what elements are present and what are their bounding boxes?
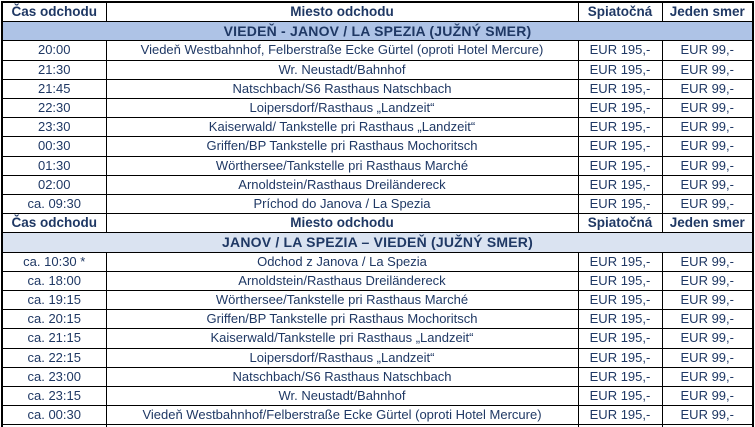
cell-oneway-price: EUR 99,- (662, 99, 753, 118)
cell-oneway-price: EUR 99,- (662, 118, 753, 137)
timetable-row (2, 79, 753, 98)
cell-oneway-price: EUR 99,- (662, 406, 753, 425)
cell-departure-time: 00:30 (2, 137, 106, 156)
cell-departure-time: ca. 20:15 (2, 310, 106, 329)
timetable-row (2, 329, 753, 348)
timetable-row (2, 271, 753, 290)
cell-departure-place: Wr. Neustadt/Bahnhof (106, 387, 578, 406)
timetable-row (2, 137, 753, 156)
cell-return-price: EUR 195,- (578, 175, 662, 194)
cell-departure-time: ca. 18:00 (2, 271, 106, 290)
timetable-row (2, 41, 753, 60)
cell-return-price: EUR 195,- (578, 79, 662, 98)
cell-departure-place: Griffen/BP Tankstelle pri Rasthaus Mochoritsch (106, 137, 578, 156)
cell-departure-time: 01:30 (2, 156, 106, 175)
cell-return-price: EUR 195,- (578, 329, 662, 348)
cell-oneway-price: EUR 99,- (662, 367, 753, 386)
cell-return-price: EUR 195,- (578, 310, 662, 329)
cell-departure-time: ca. 23:00 (2, 367, 106, 386)
cell-oneway-price: EUR 99,- (662, 156, 753, 175)
cell-return-price: EUR 195,- (578, 137, 662, 156)
cell-return-price: EUR 195,- (578, 291, 662, 310)
cell-departure-place: Griffen/BP Tankstelle pri Rasthaus Mochoritsch (106, 310, 578, 329)
cell-oneway-price: EUR 99,- (662, 310, 753, 329)
cell-oneway-price: EUR 99,- (662, 271, 753, 290)
bus-timetable-table (1, 1, 754, 427)
cell-departure-time: ca. 19:15 (2, 291, 106, 310)
cell-departure-place: Natschbach/S6 Rasthaus Natschbach (106, 367, 578, 386)
timetable-row (2, 406, 753, 425)
cell-oneway-price: EUR 99,- (662, 175, 753, 194)
cell-departure-place: Loipersdorf/Rasthaus „Landzeit“ (106, 99, 578, 118)
cell-departure-time: 21:30 (2, 60, 106, 79)
timetable-row (2, 60, 753, 79)
cell-departure-place: Loipersdorf/Rasthaus „Landzeit“ (106, 348, 578, 367)
cell-return-price: EUR 195,- (578, 195, 662, 214)
cell-departure-place: Viedeň Westbahnhof/Felberstraße Ecke Gürtel (oproti Hotel Mercure) (106, 406, 578, 425)
column-header-cas-odchodu: Čas odchodu (2, 2, 106, 22)
timetable-row (2, 367, 753, 386)
cell-departure-place: Arnoldstein/Rasthaus Dreiländereck (106, 271, 578, 290)
cell-oneway-price: EUR 99,- (662, 387, 753, 406)
cell-departure-time: ca. 10:30 * (2, 252, 106, 271)
cell-departure-place: Kaiserwald/ Tankstelle pri Rasthaus „Landzeit“ (106, 118, 578, 137)
cell-return-price: EUR 195,- (578, 41, 662, 60)
cell-departure-place: Natschbach/S6 Rasthaus Natschbach (106, 79, 578, 98)
section-title-row (2, 22, 753, 41)
cell-departure-time: 23:30 (2, 118, 106, 137)
cell-return-price: EUR 195,- (578, 60, 662, 79)
cell-departure-time: ca. 22:15 (2, 348, 106, 367)
section-title-row (2, 233, 753, 252)
timetable-row (2, 118, 753, 137)
timetable-row (2, 195, 753, 214)
cell-oneway-price: EUR 99,- (662, 60, 753, 79)
timetable-row (2, 156, 753, 175)
column-header-cas-odchodu: Čas odchodu (2, 214, 106, 233)
column-header-spiatocna: Spiatočná (578, 2, 662, 22)
timetable-row (2, 291, 753, 310)
cell-oneway-price: EUR 99,- (662, 329, 753, 348)
cell-departure-place: Odchod z Janova / La Spezia (106, 252, 578, 271)
timetable-row (2, 348, 753, 367)
cell-return-price: EUR 195,- (578, 99, 662, 118)
cell-oneway-price: EUR 99,- (662, 252, 753, 271)
cell-return-price: EUR 195,- (578, 348, 662, 367)
cell-departure-place: Wörthersee/Tankstelle pri Rasthaus Marché (106, 156, 578, 175)
cell-oneway-price: EUR 99,- (662, 137, 753, 156)
cell-departure-time: ca. 23:15 (2, 387, 106, 406)
cell-return-price: EUR 195,- (578, 367, 662, 386)
cell-return-price: EUR 195,- (578, 406, 662, 425)
timetable-row (2, 99, 753, 118)
cell-departure-place: Arnoldstein/Rasthaus Dreiländereck (106, 175, 578, 194)
column-header-jeden-smer: Jeden smer (662, 2, 753, 22)
cell-oneway-price: EUR 99,- (662, 195, 753, 214)
cell-return-price: EUR 195,- (578, 118, 662, 137)
cell-departure-place: Wörthersee/Tankstelle pri Rasthaus Marché (106, 291, 578, 310)
cell-departure-time: 21:45 (2, 79, 106, 98)
cell-return-price: EUR 195,- (578, 387, 662, 406)
timetable-row (2, 175, 753, 194)
cell-oneway-price: EUR 99,- (662, 41, 753, 60)
cell-return-price: EUR 195,- (578, 271, 662, 290)
cell-departure-time: 20:00 (2, 41, 106, 60)
cell-departure-place: Viedeň Westbahnhof, Felberstraße Ecke Gürtel (oproti Hotel Mercure) (106, 41, 578, 60)
column-header-row (2, 214, 753, 233)
timetable-row (2, 310, 753, 329)
cell-departure-time: 22:30 (2, 99, 106, 118)
cell-departure-time: 02:00 (2, 175, 106, 194)
cell-departure-time: ca. 00:30 (2, 406, 106, 425)
cell-departure-place: Príchod do Janova / La Spezia (106, 195, 578, 214)
cell-return-price: EUR 195,- (578, 156, 662, 175)
column-header-spiatocna: Spiatočná (578, 214, 662, 233)
section-title: VIEDEŇ - JANOV / LA SPEZIA (JUŽNÝ SMER) (2, 22, 753, 41)
cell-oneway-price: EUR 99,- (662, 291, 753, 310)
column-header-miesto-odchodu: Miesto odchodu (106, 2, 578, 22)
cell-departure-place: Wr. Neustadt/Bahnhof (106, 60, 578, 79)
section-title: JANOV / LA SPEZIA – VIEDEŇ (JUŽNÝ SMER) (2, 233, 753, 252)
column-header-row (2, 2, 753, 22)
cell-departure-place: Kaiserwald/Tankstelle pri Rasthaus „Landzeit“ (106, 329, 578, 348)
cell-oneway-price: EUR 99,- (662, 348, 753, 367)
timetable-row (2, 387, 753, 406)
column-header-miesto-odchodu: Miesto odchodu (106, 214, 578, 233)
column-header-jeden-smer: Jeden smer (662, 214, 753, 233)
cell-return-price: EUR 195,- (578, 252, 662, 271)
timetable-row (2, 252, 753, 271)
cell-oneway-price: EUR 99,- (662, 79, 753, 98)
cell-departure-time: ca. 09:30 (2, 195, 106, 214)
cell-departure-time: ca. 21:15 (2, 329, 106, 348)
